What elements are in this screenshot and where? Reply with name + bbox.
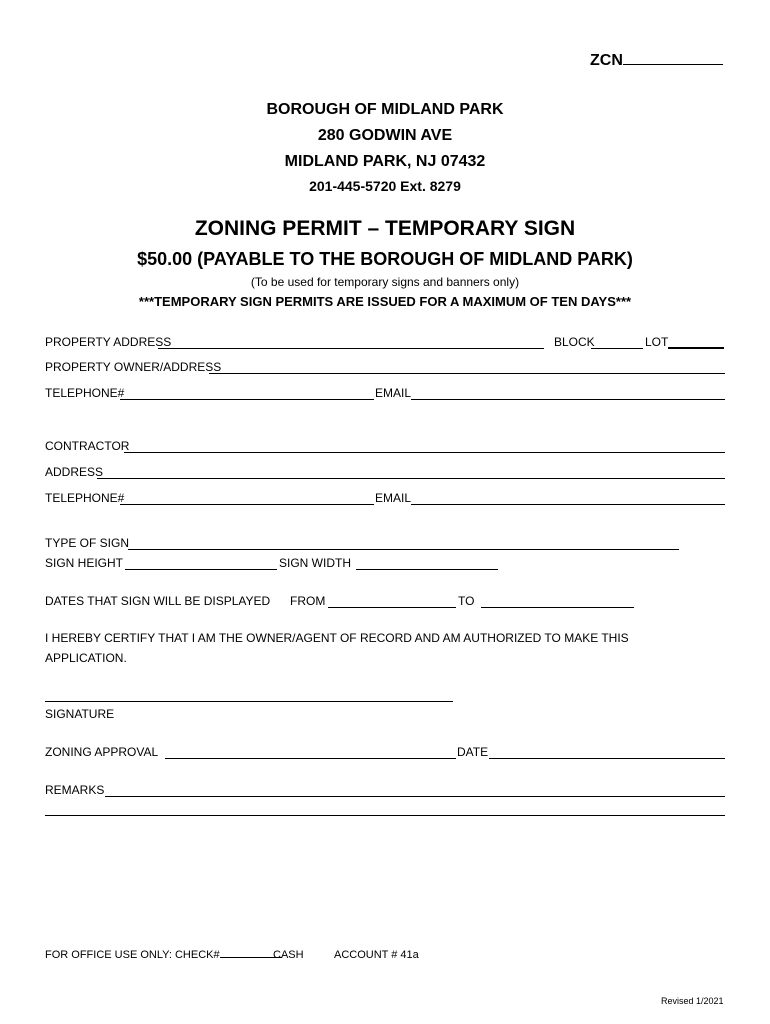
certify-line-2: APPLICATION. <box>45 651 127 665</box>
header-org: BOROUGH OF MIDLAND PARK <box>266 101 504 118</box>
to-label: TO <box>458 594 475 608</box>
header-phone: 201-445-5720 Ext. 8279 <box>309 178 461 194</box>
revised-date: Revised 1/2021 <box>661 996 724 1006</box>
dates-label: DATES THAT SIGN WILL BE DISPLAYED <box>45 594 271 608</box>
to-date-input[interactable] <box>481 607 634 608</box>
zoning-approval-input[interactable] <box>165 758 456 759</box>
office-check-text: FOR OFFICE USE ONLY: CHECK# <box>45 949 220 961</box>
from-date-input[interactable] <box>328 607 456 608</box>
email-label: EMAIL <box>375 386 412 400</box>
signature-input[interactable] <box>45 701 453 702</box>
sign-height-label: SIGN HEIGHT <box>45 556 124 570</box>
block-label: BLOCK <box>554 335 595 349</box>
email-input[interactable] <box>411 399 725 400</box>
header-street: 280 GODWIN AVE <box>317 127 453 144</box>
contractor-address-input[interactable] <box>97 478 725 479</box>
owner-address-input[interactable] <box>209 373 725 374</box>
from-label: FROM <box>290 594 326 608</box>
sign-width-label: SIGN WIDTH <box>279 556 351 570</box>
type-of-sign-input[interactable] <box>128 549 679 550</box>
sign-height-input[interactable] <box>125 569 277 570</box>
lot-input[interactable] <box>668 347 724 349</box>
remarks-input-2[interactable] <box>45 815 725 816</box>
property-address-label: PROPERTY ADDRESS <box>45 335 172 349</box>
header-city: MIDLAND PARK, NJ 07432 <box>284 153 486 170</box>
property-address-input[interactable] <box>158 348 544 349</box>
zcn-field <box>590 52 723 70</box>
type-of-sign-label: TYPE OF SIGN <box>45 536 130 550</box>
zoning-approval-label: ZONING APPROVAL <box>45 745 159 759</box>
approval-date-input[interactable] <box>489 758 725 759</box>
zcn-input-line[interactable] <box>623 53 723 65</box>
telephone-input[interactable] <box>120 399 374 400</box>
contractor-telephone-label: TELEPHONE# <box>45 491 125 505</box>
signature-label: SIGNATURE <box>45 707 115 721</box>
office-check-label <box>45 948 282 962</box>
fee-line: $50.00 (PAYABLE TO THE BOROUGH OF MIDLAND PARK) <box>137 249 633 269</box>
lot-label: LOT <box>645 335 669 349</box>
approval-date-label: DATE <box>457 745 489 759</box>
office-cash-label: CASH <box>273 949 304 961</box>
page-title: ZONING PERMIT – TEMPORARY SIGN <box>194 217 576 240</box>
contractor-email-input[interactable] <box>411 504 725 505</box>
owner-address-label: PROPERTY OWNER/ADDRESS <box>45 360 222 374</box>
usage-note: (To be used for temporary signs and banners only) <box>250 275 520 289</box>
certify-line-1: I HEREBY CERTIFY THAT I AM THE OWNER/AGENT OF RECORD AND AM AUTHORIZED TO MAKE THIS <box>45 631 629 645</box>
contractor-label: CONTRACTOR <box>45 439 130 453</box>
sign-width-input[interactable] <box>356 569 498 570</box>
remarks-label: REMARKS <box>45 783 105 797</box>
contractor-address-label: ADDRESS <box>45 465 104 479</box>
contractor-input[interactable] <box>124 452 725 453</box>
block-input[interactable] <box>591 348 643 349</box>
telephone-label: TELEPHONE# <box>45 386 125 400</box>
contractor-telephone-input[interactable] <box>120 504 374 505</box>
contractor-email-label: EMAIL <box>375 491 412 505</box>
permit-warning: ***TEMPORARY SIGN PERMITS ARE ISSUED FOR A MAXIMUM OF TEN DAYS*** <box>138 294 632 309</box>
remarks-input-1[interactable] <box>105 796 725 797</box>
office-account-label: ACCOUNT # 41a <box>334 949 419 961</box>
zcn-label: ZCN <box>590 52 623 69</box>
